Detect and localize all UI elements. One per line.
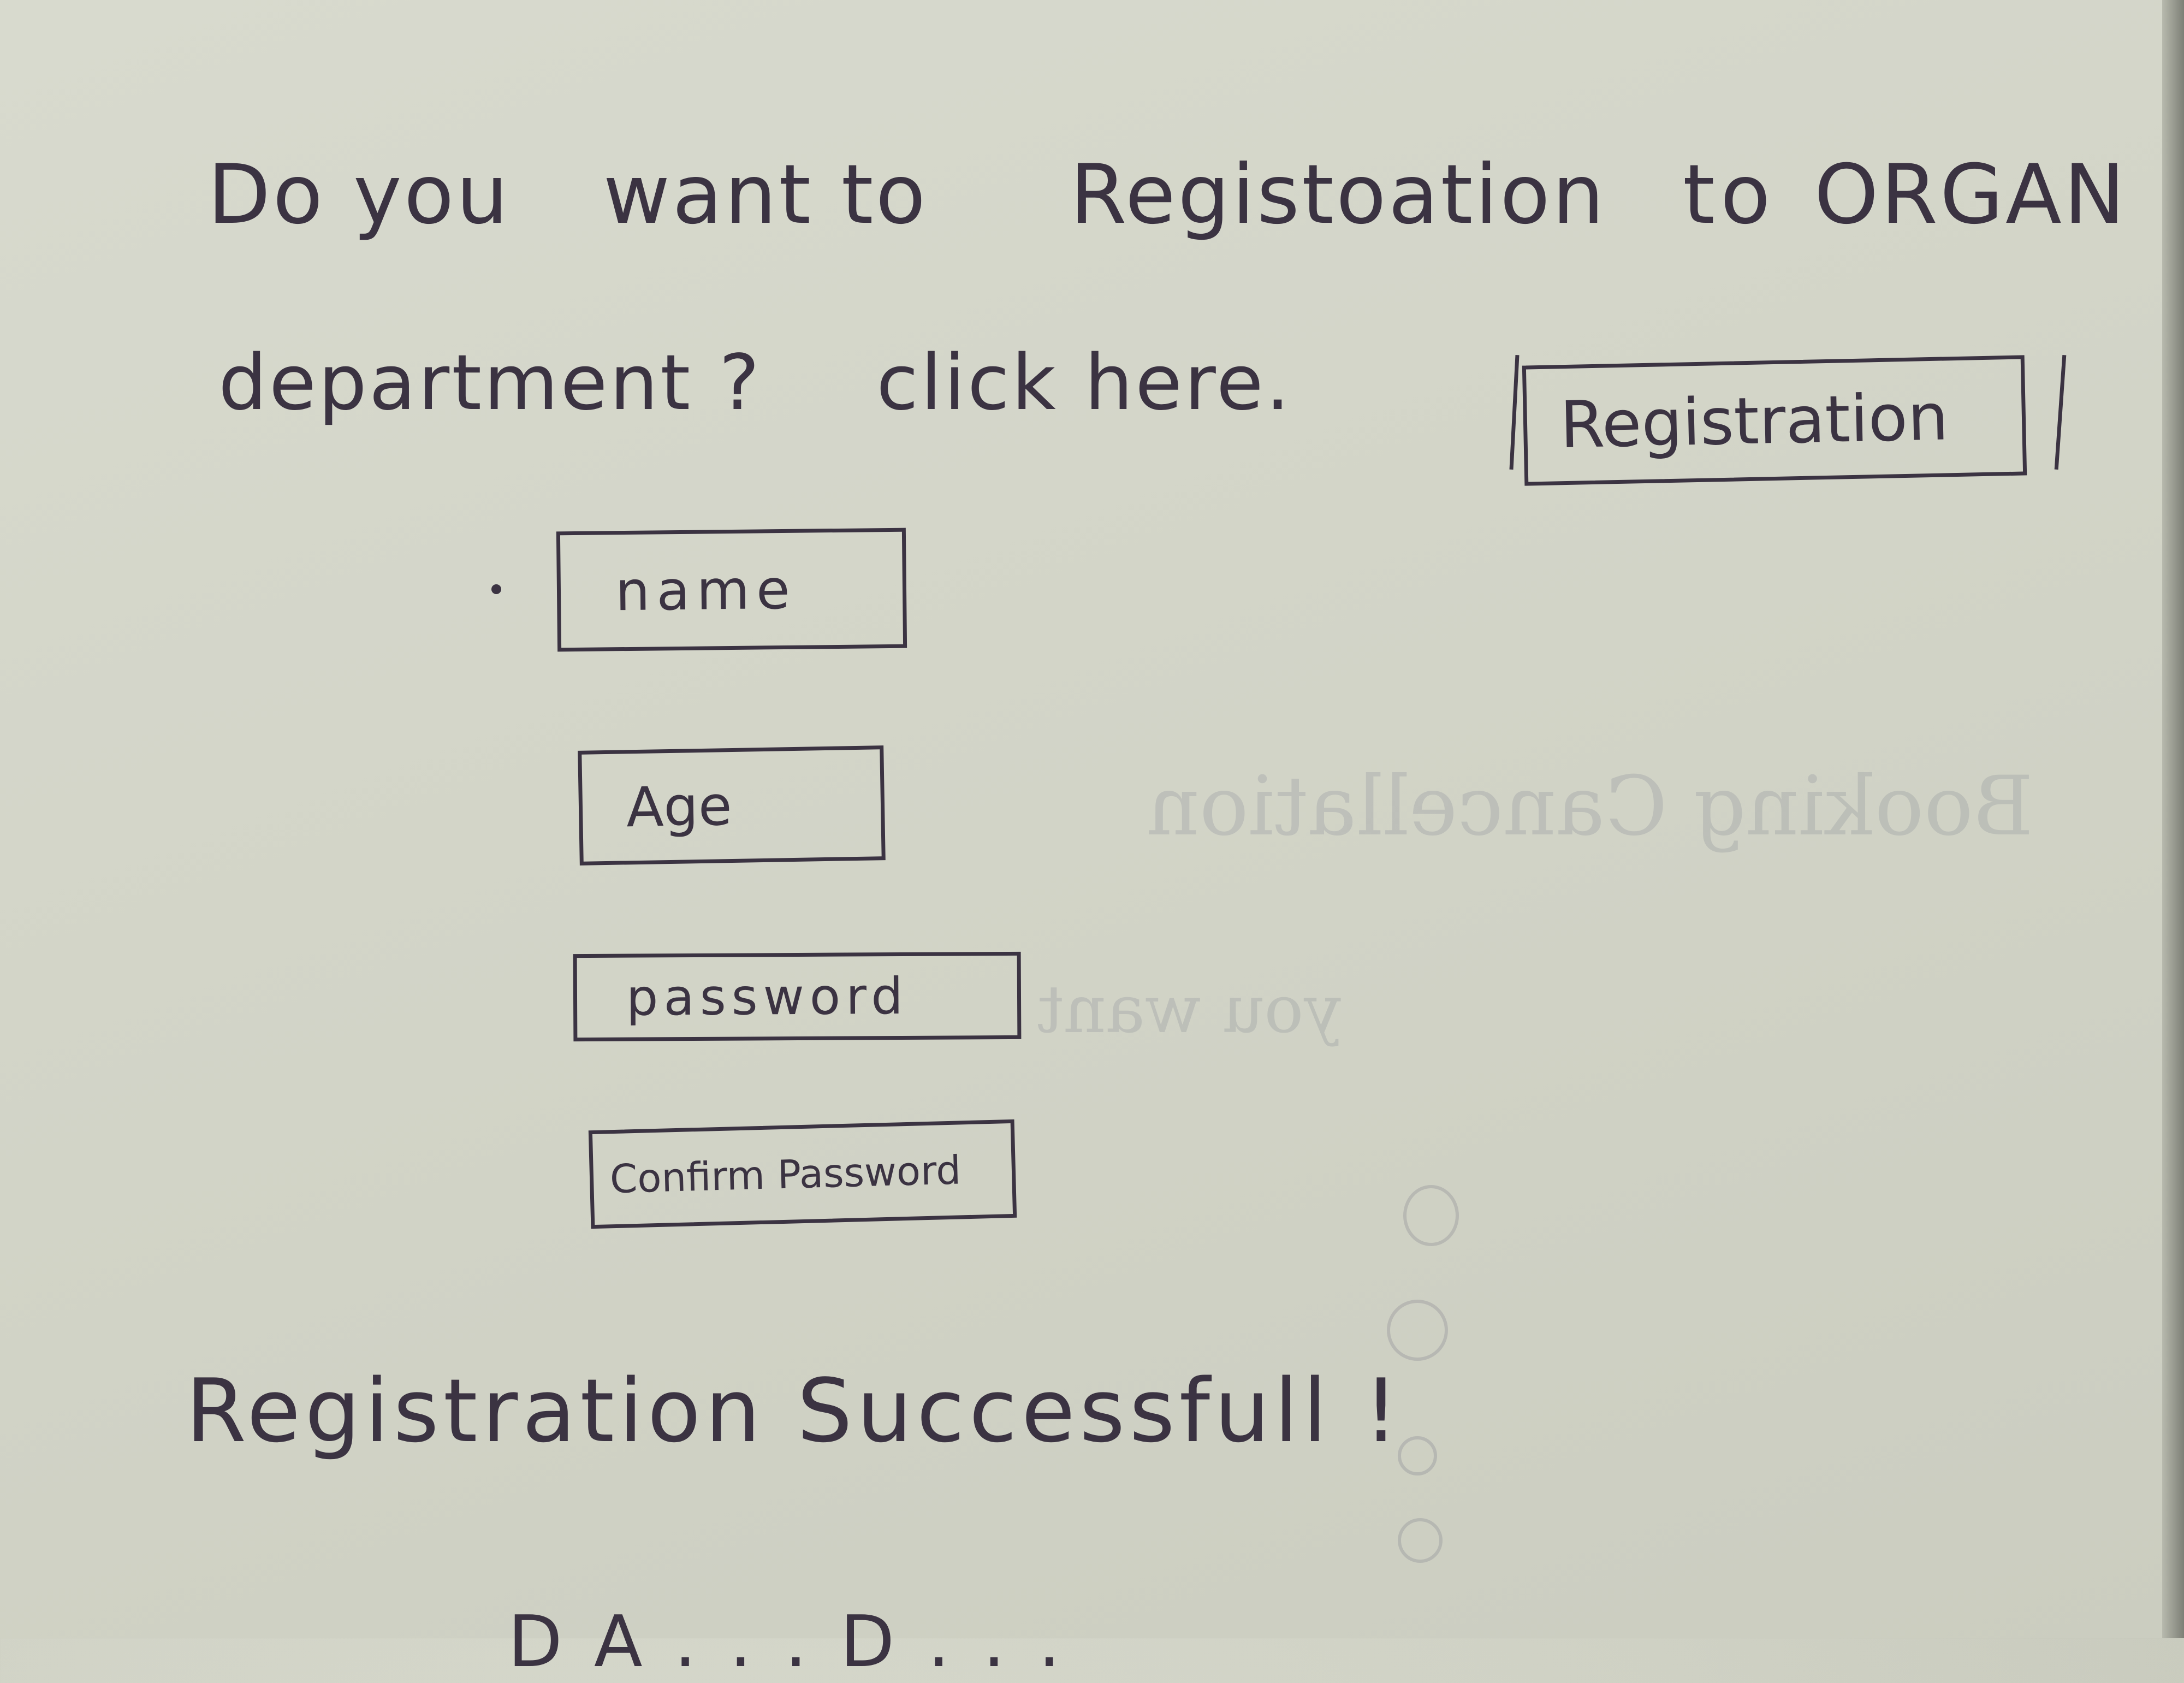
question-word: ORGAN (1814, 147, 2127, 242)
paper-stain-circle (1398, 1518, 1443, 1563)
question-word: Do you (207, 147, 511, 242)
bullet-dot (491, 584, 501, 594)
paper-stain-circle (1398, 1436, 1437, 1475)
registration-success-message: Registration Successfull ! (186, 1360, 1403, 1462)
question-line-1 (207, 147, 2127, 242)
confirm-password-input[interactable]: Confirm Password (589, 1119, 1017, 1229)
registration-button[interactable]: Registration (1522, 355, 2027, 485)
question-line-2 (218, 339, 1292, 428)
bleed-through-text-1: Booking Cancellation (1147, 759, 2034, 854)
question-department: department ? (218, 339, 762, 428)
password-input[interactable]: password (573, 952, 1022, 1041)
cut-off-bottom-text: DA...D... (508, 1600, 1094, 1683)
paper-stain-circle (1403, 1185, 1459, 1246)
question-word: want to (603, 147, 928, 242)
question-word: Registoation (1070, 147, 1606, 242)
age-input[interactable]: Age (578, 745, 886, 866)
name-input[interactable]: name (556, 528, 907, 652)
question-word: to (1682, 147, 1776, 242)
paper-edge (2162, 0, 2184, 1638)
click-here-prompt: click here. (876, 339, 1292, 428)
bleed-through-text-2: you want (1037, 972, 1341, 1048)
paper-stain-circle (1387, 1300, 1448, 1361)
